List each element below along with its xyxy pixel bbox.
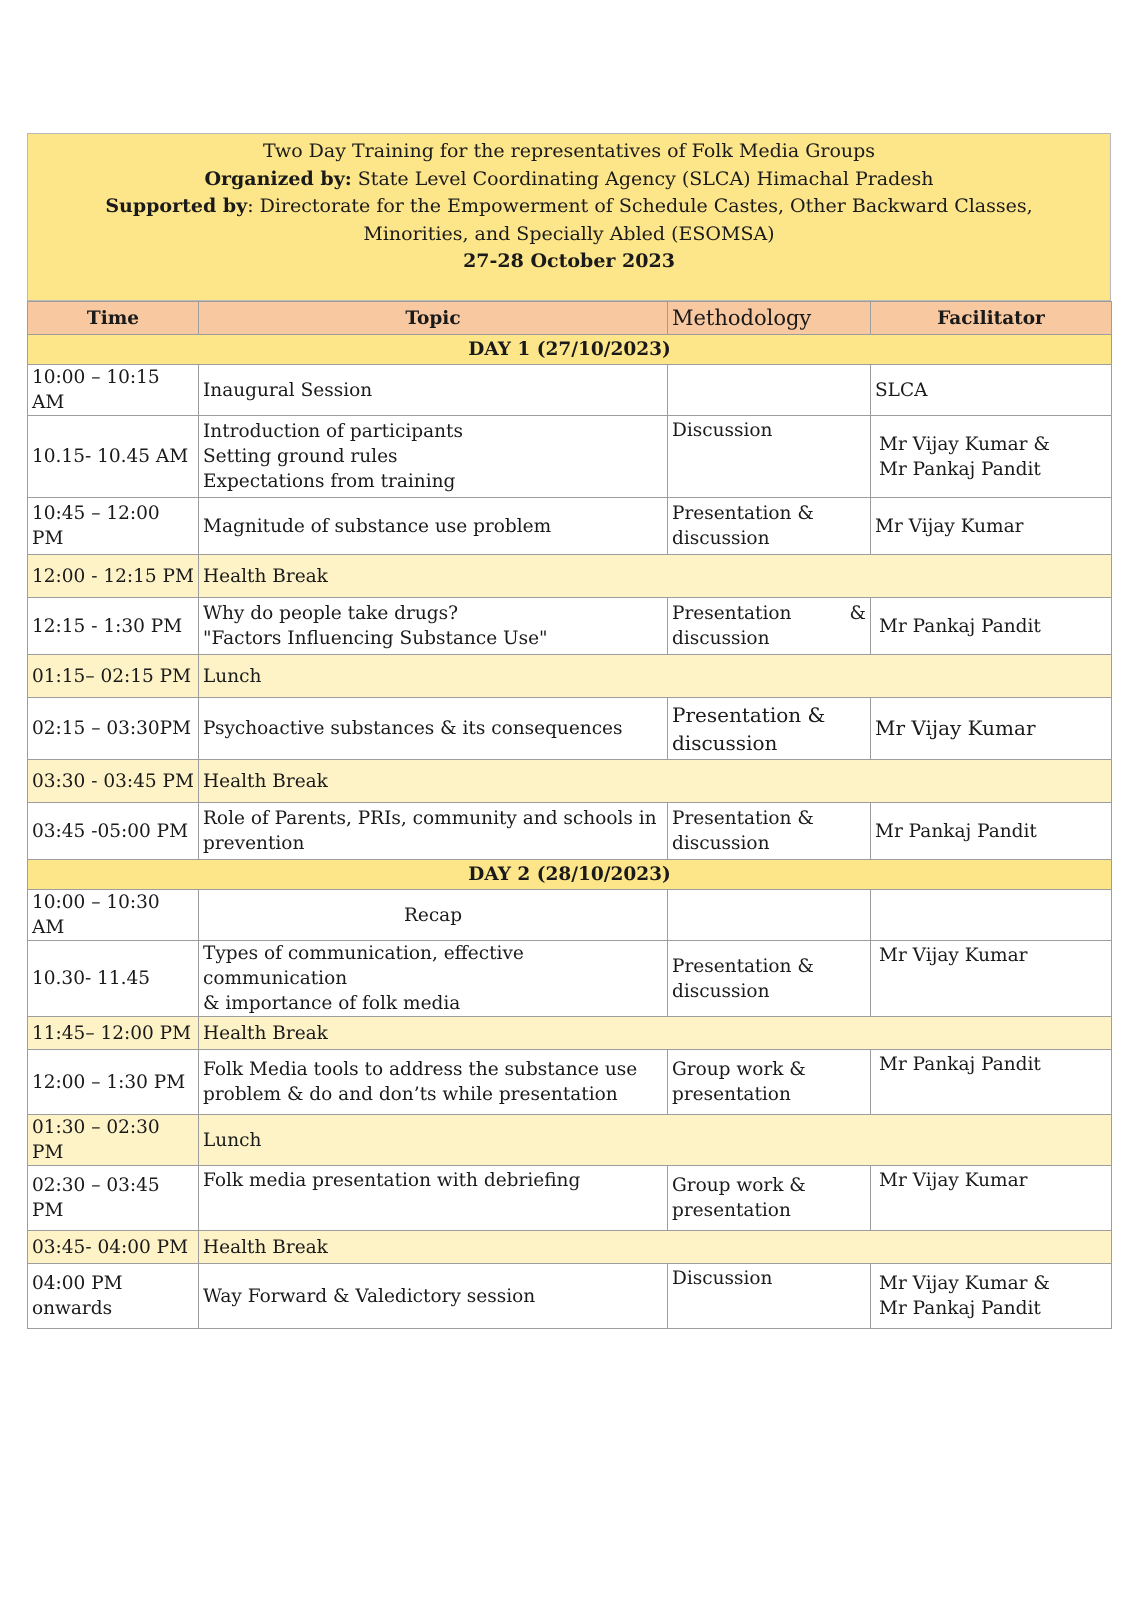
method-cell — [668, 890, 871, 941]
time-cell: 12:15 - 1:30 PM — [28, 598, 199, 655]
header-supported — [28, 193, 1110, 221]
fac-cell: Mr Pankaj Pandit — [871, 1050, 1112, 1115]
break-row — [28, 1115, 1112, 1166]
table-row — [28, 803, 1112, 860]
table-row — [28, 941, 1112, 1017]
method-cell — [668, 365, 871, 416]
topic-cell: Magnitude of substance use problem — [199, 498, 668, 555]
table-row — [28, 1050, 1112, 1115]
topic-line: problem & do and don’ts while presentation — [203, 1084, 618, 1105]
method-line: discussion — [672, 528, 770, 549]
schedule-table — [27, 301, 1112, 1329]
method-cell — [668, 1166, 871, 1231]
method-cell — [668, 698, 871, 760]
method-line: Group work & — [672, 1059, 806, 1080]
method-line: discussion — [672, 980, 770, 1002]
method-cell — [668, 803, 871, 860]
method-cell — [668, 498, 871, 555]
topic-line: & importance of folk media — [203, 993, 461, 1014]
fac-cell: Mr Vijay Kumar — [871, 498, 1112, 555]
topic-line: Introduction of participants — [203, 421, 463, 442]
day-row — [28, 860, 1112, 890]
topic-line: prevention — [203, 833, 305, 854]
fac-line: Mr Pankaj Pandit — [879, 458, 1041, 480]
method-line: Presentation & — [672, 955, 814, 977]
table-row — [28, 598, 1112, 655]
method-word: & — [849, 603, 866, 624]
time-cell: 03:30 - 03:45 PM — [28, 760, 199, 803]
day1-label: DAY 1 (27/10/2023) — [28, 335, 1112, 365]
topic-cell — [199, 1050, 668, 1115]
topic-line: Role of Parents, PRIs, community and schools in — [203, 808, 657, 829]
fac-cell — [871, 1264, 1112, 1329]
topic-line: Expectations from training — [203, 471, 456, 492]
time-cell: 03:45 -05:00 PM — [28, 803, 199, 860]
break-row — [28, 760, 1112, 803]
method-cell: Discussion — [668, 416, 871, 498]
topic-line: "Factors Influencing Substance Use" — [203, 628, 548, 649]
time-cell: 03:45- 04:00 PM — [28, 1231, 199, 1264]
time-cell: 01:30 – 02:30 PM — [28, 1115, 199, 1166]
fac-cell: Mr Vijay Kumar — [871, 941, 1112, 1017]
schedule-document — [27, 133, 1111, 1329]
topic-cell — [199, 416, 668, 498]
day-row — [28, 335, 1112, 365]
supported-label: Supported by — [105, 195, 248, 217]
table-row — [28, 698, 1112, 760]
method-word: Presentation — [672, 603, 792, 624]
topic-cell: Way Forward & Valedictory session — [199, 1264, 668, 1329]
supported-value: : Directorate for the Empowerment of Schedule Castes, Other Backward Classes, — [247, 195, 1033, 217]
header-supported-cont: Minorities, and Specially Abled (ESOMSA) — [363, 222, 775, 245]
method-line: discussion — [672, 833, 770, 854]
fac-line: Mr Vijay Kumar & — [879, 433, 1050, 455]
col-methodology: Methodology — [668, 302, 871, 335]
time-cell: 10.15- 10.45 AM — [28, 416, 199, 498]
organized-label: Organized by: — [204, 167, 352, 190]
topic-line: Types of communication, effective communication — [203, 943, 524, 989]
fac-line: Mr Vijay Kumar & — [879, 1273, 1050, 1294]
time-cell: 02:15 – 03:30PM — [28, 698, 199, 760]
time-line: 04:00 PM — [32, 1273, 123, 1294]
time-cell: 10:45 – 12:00 PM — [28, 498, 199, 555]
document-header — [27, 133, 1111, 301]
break-label: Health Break — [199, 1017, 1112, 1050]
header-organized — [28, 166, 1110, 194]
fac-line: Mr Pankaj Pandit — [879, 1298, 1041, 1319]
time-cell: 10.30- 11.45 — [28, 941, 199, 1017]
topic-cell — [199, 941, 668, 1017]
method-line: discussion — [672, 628, 770, 649]
topic-line: Folk Media tools to address the substance use — [203, 1059, 638, 1080]
fac-cell — [871, 890, 1112, 941]
time-cell: 12:00 - 12:15 PM — [28, 555, 199, 598]
table-row — [28, 365, 1112, 416]
fac-cell: Mr Vijay Kumar — [871, 1166, 1112, 1231]
time-cell: 01:15– 02:15 PM — [28, 655, 199, 698]
col-topic: Topic — [199, 302, 668, 335]
time-cell: 10:00 – 10:30 AM — [28, 890, 199, 941]
time-cell: 12:00 – 1:30 PM — [28, 1050, 199, 1115]
topic-line: Setting ground rules — [203, 446, 398, 467]
topic-cell: Recap — [199, 890, 668, 941]
time-cell — [28, 1264, 199, 1329]
break-row — [28, 1017, 1112, 1050]
method-line — [672, 601, 866, 626]
topic-cell: Psychoactive substances & its consequences — [199, 698, 668, 760]
break-label: Lunch — [199, 1115, 1112, 1166]
topic-cell: Inaugural Session — [199, 365, 668, 416]
table-row — [28, 416, 1112, 498]
method-line: Presentation & — [672, 702, 826, 727]
table-row — [28, 1166, 1112, 1231]
topic-line: Why do people take drugs? — [203, 603, 458, 624]
method-line: Presentation & — [672, 503, 814, 524]
time-cell: 10:00 – 10:15 AM — [28, 365, 199, 416]
day2-label: DAY 2 (28/10/2023) — [28, 860, 1112, 890]
method-cell: Discussion — [668, 1264, 871, 1329]
column-header-row — [28, 302, 1112, 335]
topic-cell: Folk media presentation with debriefing — [199, 1166, 668, 1231]
break-row — [28, 555, 1112, 598]
break-label: Health Break — [199, 1231, 1112, 1264]
time-line: onwards — [32, 1298, 113, 1319]
break-row — [28, 1231, 1112, 1264]
table-row — [28, 498, 1112, 555]
header-dates: 27-28 October 2023 — [463, 250, 675, 272]
fac-cell: Mr Vijay Kumar — [871, 698, 1112, 760]
method-cell — [668, 941, 871, 1017]
method-line: presentation — [672, 1084, 791, 1105]
fac-cell — [871, 416, 1112, 498]
topic-cell — [199, 598, 668, 655]
fac-cell: SLCA — [871, 365, 1112, 416]
method-line: presentation — [672, 1200, 791, 1221]
break-label: Lunch — [199, 655, 1112, 698]
method-line: Presentation & — [672, 808, 814, 829]
organized-value: State Level Coordinating Agency (SLCA) Himachal Pradesh — [351, 167, 934, 190]
topic-cell — [199, 803, 668, 860]
method-cell — [668, 598, 871, 655]
method-cell — [668, 1050, 871, 1115]
fac-cell: Mr Pankaj Pandit — [871, 598, 1112, 655]
time-cell: 02:30 – 03:45 PM — [28, 1166, 199, 1231]
header-title: Two Day Training for the representatives of Folk Media Groups — [262, 140, 876, 162]
table-row — [28, 1264, 1112, 1329]
col-facilitator: Facilitator — [871, 302, 1112, 335]
break-label: Health Break — [199, 760, 1112, 803]
break-label: Health Break — [199, 555, 1112, 598]
fac-cell: Mr Pankaj Pandit — [871, 803, 1112, 860]
table-row — [28, 890, 1112, 941]
method-line: discussion — [672, 730, 778, 755]
break-row — [28, 655, 1112, 698]
col-time: Time — [28, 302, 199, 335]
method-line: Group work & — [672, 1175, 806, 1196]
time-cell: 11:45– 12:00 PM — [28, 1017, 199, 1050]
